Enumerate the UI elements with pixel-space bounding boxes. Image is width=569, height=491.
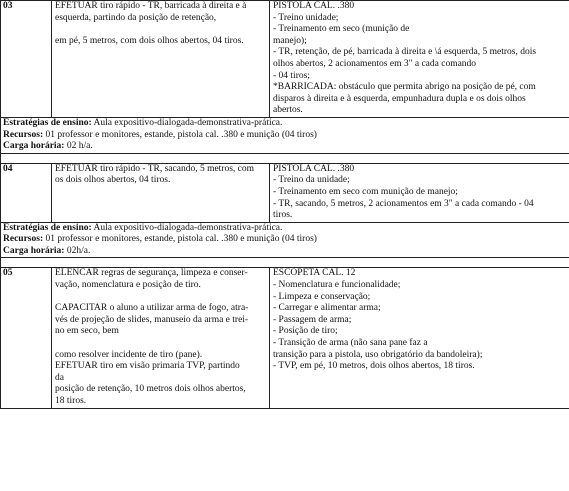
- lesson-content-line: transição para a pistola, uso obrigatório da bandoleira);: [273, 349, 483, 360]
- strategies-line: [3, 223, 566, 235]
- lesson-activity-line: ELENCAR regras de segurança, limpeza e conser-: [55, 268, 248, 279]
- workload-value: 02 h/a.: [64, 141, 93, 152]
- lesson-content: [270, 1, 569, 118]
- lesson-content-line: olhos abertos, 2 acionamentos em 3" a cada comando: [273, 58, 477, 69]
- lesson-activity-line: vação, nomenclatura e posição de tiro.: [55, 280, 201, 291]
- lesson-activity-line: EFETUAR tiro em visão primaria TVP, partindo: [55, 361, 240, 372]
- lesson-content: [270, 268, 569, 408]
- lesson-activity-line: EFETUAR tiro rápido - TR, barricada à direita e à: [55, 1, 247, 11]
- lesson-details-03: [1, 117, 569, 153]
- lesson-activity-line: EFETUAR tiro rápido - TR, sacando, 5 metros, com: [55, 163, 255, 174]
- lesson-activity-line: 18 tiros.: [55, 396, 87, 406]
- strategies-label: Estratégias de ensino:: [3, 117, 92, 128]
- resources-value: 01 professor e monitores, estande, pistola cal. .380 e munição (04 tiros): [43, 234, 317, 245]
- lesson-activity-line: esquerda, partindo da posição de retenção,: [55, 12, 217, 23]
- lesson-content-line: ESCOPETA CAL. 12: [273, 268, 356, 279]
- lesson-activity-line: em pé, 5 metros, com dois olhos abertos, 04 tiros.: [55, 35, 244, 46]
- strategies-value: Aula expositivo-dialogada-demonstrativa-prática.: [91, 117, 283, 128]
- lesson-activity-line: da: [55, 372, 64, 383]
- lesson-activity: [52, 163, 270, 222]
- lesson-content-line: *BARRICADA: obstáculo que permita abrigo na posição de pé, com: [273, 82, 536, 93]
- lesson-content-line: PISTOLA CAL. .380: [273, 163, 355, 174]
- resources-value: 01 professor e monitores, estande, pistola cal. .380 e munição (04 tiros): [43, 129, 317, 140]
- lesson-content-line: - Passagem de arma;: [273, 314, 352, 325]
- strategies-value: Aula expositivo-dialogada-demonstrativa-prática.: [91, 222, 283, 233]
- lesson-details: [1, 222, 569, 258]
- workload-label: Carga horária:: [3, 245, 65, 256]
- lesson-content-line: - TR, retenção, de pé, barricada à direita e \á esquerda, 5 metros, dois: [273, 47, 537, 58]
- lesson-activity-line: os dois olhos abertos, 04 tiros.: [55, 175, 171, 186]
- lesson-content-line: - 04 tiros;: [273, 70, 310, 81]
- spacer-cell: [1, 258, 569, 268]
- workload-label: Carga horária:: [3, 141, 65, 152]
- lesson-content-line: - TR, sacando, 5 metros, 2 acionamentos em 3" a cada comando - 04: [273, 198, 534, 209]
- lesson-content-line: - Treino da unidade;: [273, 175, 350, 186]
- lesson-activity-line: no em seco, bem: [55, 326, 119, 337]
- lesson-activity: [52, 1, 270, 118]
- workload-value: 02h/a.: [64, 245, 91, 256]
- spacer-row: [1, 258, 569, 268]
- lesson-content-line: abertos.: [273, 105, 303, 116]
- lesson-content-line: - Carregar e alimentar arma;: [273, 303, 381, 314]
- lesson-row-03: [1, 1, 569, 118]
- lesson-content-line: - Nomenclatura e funcionalidade;: [273, 280, 401, 291]
- workload-line: [3, 141, 566, 153]
- blank-line: [55, 24, 266, 36]
- lesson-content-line: - Treinamento em seco com munição de manejo;: [273, 186, 458, 197]
- resources-label: Recursos:: [3, 129, 44, 140]
- workload-line: [3, 246, 566, 258]
- lesson-content: [270, 163, 569, 222]
- lesson-row-05: [1, 268, 569, 408]
- lesson-content-line: - Transição de arma (não sana pane faz a: [273, 338, 428, 349]
- blank-line: [55, 338, 266, 350]
- lesson-content-line: tiros.: [273, 210, 293, 221]
- lesson-content-line: - TVP, em pé, 10 metros, dois olhos abertos, 18 tiros.: [273, 361, 475, 372]
- strategies-label: Estratégias de ensino:: [3, 222, 92, 233]
- lesson-content-line: - Limpeza e conservação;: [273, 291, 371, 302]
- blank-line: [55, 292, 266, 304]
- lesson-details-04: [1, 222, 569, 258]
- lesson-content-line: - Treino unidade;: [273, 12, 339, 23]
- lesson-number: 04: [1, 163, 52, 222]
- lesson-content-line: manejo);: [273, 35, 307, 46]
- lesson-content-line: - Posição de tiro;: [273, 326, 338, 337]
- resources-label: Recursos:: [3, 234, 44, 245]
- resources-line: [3, 234, 566, 246]
- resources-line: [3, 130, 566, 142]
- lesson-activity: [52, 268, 270, 408]
- lesson-activity-line: posição de retenção, 10 metros dois olhos abertos,: [55, 384, 246, 395]
- lesson-activity-line: vés de projeção de slides, manuseio da arma e trei-: [55, 314, 249, 325]
- spacer-row: [1, 153, 569, 163]
- lesson-number: 03: [1, 1, 52, 118]
- spacer-cell: [1, 153, 569, 163]
- lesson-content-line: - Treinamento em seco (munição de: [273, 24, 410, 35]
- lesson-row-04: [1, 163, 569, 222]
- strategies-line: [3, 118, 566, 130]
- lesson-details: [1, 117, 569, 153]
- lesson-activity-line: CAPACITAR o aluno a utilizar arma de fogo, atra-: [55, 303, 249, 314]
- lesson-content-line: disparos à direita e à esquerda, empunhadura dupla e os dois olhos: [273, 93, 526, 104]
- lesson-activity-line: como resolver incidente de tiro (pane).: [55, 349, 203, 360]
- lesson-number: 05: [1, 268, 52, 408]
- lesson-content-line: PISTOLA CAL. .380: [273, 1, 355, 11]
